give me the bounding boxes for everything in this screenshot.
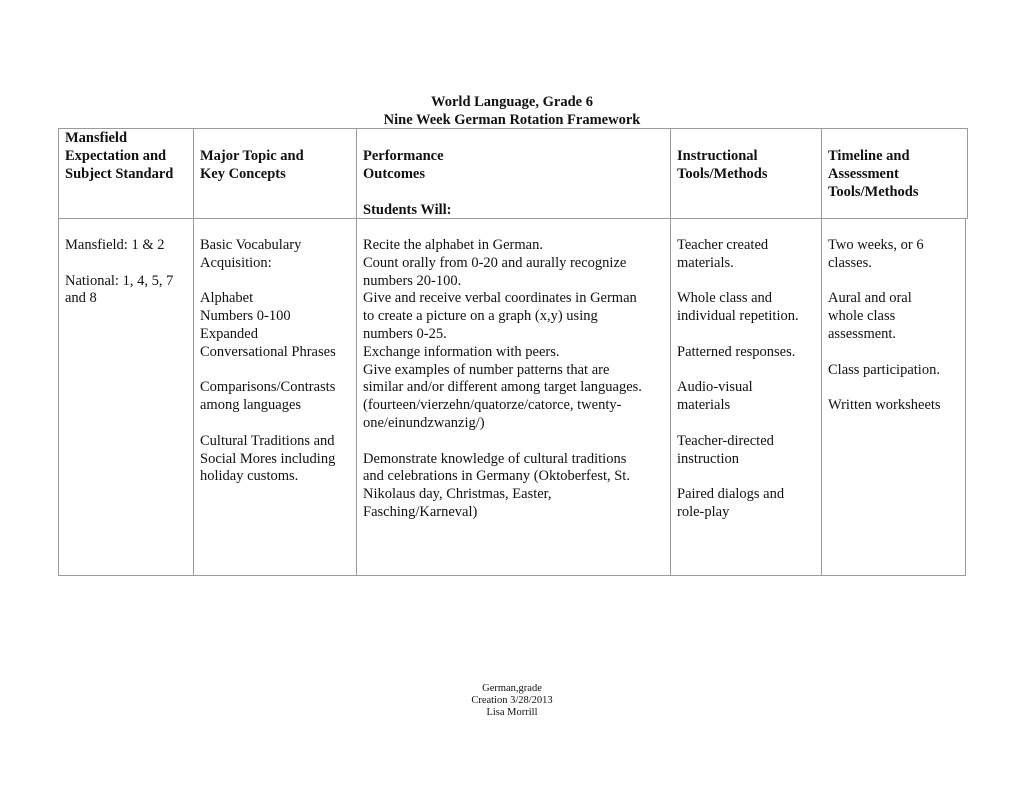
- cell-line: numbers 0-25.: [363, 325, 447, 342]
- header-divider: [58, 218, 967, 219]
- column-divider-3: [670, 128, 671, 576]
- cell-line: holiday customs.: [200, 468, 299, 485]
- topics-cell: [200, 237, 336, 486]
- cell-line: [677, 273, 799, 291]
- cell-line: Fasching/Karneval): [363, 503, 478, 520]
- cell-line: Nikolaus day, Christmas, Easter,: [363, 486, 552, 503]
- standards-cell: [65, 237, 173, 308]
- cell-line: [828, 273, 941, 291]
- cell-line: Cultural Traditions and: [200, 432, 335, 449]
- tools-cell: [677, 237, 799, 522]
- table-left-border: [58, 128, 59, 576]
- cell-line: Alphabet: [200, 290, 254, 307]
- cell-line: classes.: [828, 254, 872, 271]
- footer-author: Lisa Morrill: [486, 707, 538, 718]
- cell-line: assessment.: [828, 325, 897, 342]
- cell-line: whole class: [828, 308, 896, 325]
- cell-line: role-play: [677, 503, 730, 520]
- cell-line: Teacher created: [677, 237, 769, 253]
- cell-line: Whole class and: [677, 290, 773, 307]
- cell-line: Comparisons/Contrasts: [200, 379, 336, 396]
- header-instructional-tools: Instructional Tools/Methods: [677, 148, 768, 182]
- cell-line: [200, 362, 336, 380]
- table-right-border-body: [965, 218, 966, 576]
- document-subtitle: Nine Week German Rotation Framework: [383, 112, 641, 128]
- cell-line: [677, 326, 799, 344]
- cell-line: [65, 255, 173, 273]
- footer-file-name: German,grade: [482, 683, 542, 694]
- cell-line: Demonstrate knowledge of cultural traditions: [363, 450, 627, 467]
- cell-line: Conversational Phrases: [200, 343, 336, 360]
- cell-line: (fourteen/vierzehn/quatorze/catorce, twenty-: [363, 397, 622, 414]
- cell-line: [200, 415, 336, 433]
- cell-line: Paired dialogs and: [677, 486, 785, 503]
- column-divider-2: [356, 128, 357, 576]
- cell-line: individual repetition.: [677, 308, 799, 325]
- cell-line: [828, 344, 941, 362]
- cell-line: Acquisition:: [200, 254, 272, 271]
- cell-line: Give examples of number patterns that are: [363, 361, 610, 378]
- header-timeline-assessment: Timeline and Assessment Tools/Methods: [828, 148, 919, 200]
- cell-line: and 8: [65, 290, 97, 307]
- cell-line: Two weeks, or 6: [828, 237, 924, 253]
- table-right-border-header: [967, 128, 968, 219]
- cell-line: instruction: [677, 450, 740, 467]
- header-performance-outcomes: Performance Outcomes Students Will:: [363, 148, 452, 218]
- cell-line: among languages: [200, 397, 302, 414]
- cell-line: Teacher-directed: [677, 432, 774, 449]
- cell-line: materials: [677, 397, 731, 414]
- cell-line: [677, 415, 799, 433]
- table-bottom-border: [58, 575, 966, 576]
- cell-line: Social Mores including: [200, 450, 336, 467]
- document-title: World Language, Grade 6: [431, 94, 593, 110]
- header-major-topic: Major Topic and Key Concepts: [200, 148, 304, 182]
- cell-line: Audio-visual: [677, 379, 753, 396]
- cell-line: one/einundzwanzig/): [363, 414, 485, 431]
- cell-line: Basic Vocabulary: [200, 237, 302, 253]
- cell-line: Exchange information with peers.: [363, 343, 560, 360]
- cell-line: Aural and oral: [828, 290, 912, 307]
- cell-line: [200, 273, 336, 291]
- cell-line: materials.: [677, 254, 734, 271]
- cell-line: to create a picture on a graph (x,y) using: [363, 308, 598, 325]
- cell-line: [828, 379, 941, 397]
- column-divider-1: [193, 128, 194, 576]
- cell-line: and celebrations in Germany (Oktoberfest, St.: [363, 468, 630, 485]
- cell-line: [677, 362, 799, 380]
- cell-line: Written worksheets: [828, 397, 941, 414]
- cell-line: similar and/or different among target languages.: [363, 379, 642, 396]
- cell-line: Expanded: [200, 325, 258, 342]
- cell-line: Count orally from 0-20 and aurally recognize: [363, 254, 627, 271]
- assessment-cell: [828, 237, 941, 415]
- cell-line: Class participation.: [828, 361, 940, 378]
- cell-line: Numbers 0-100: [200, 308, 291, 325]
- footer-creation-date: Creation 3/28/2013: [471, 695, 553, 706]
- header-mansfield-standard: Mansfield Expectation and Subject Standard: [65, 130, 174, 182]
- cell-line: Patterned responses.: [677, 343, 796, 360]
- column-divider-4: [821, 128, 822, 576]
- cell-line: Mansfield: 1 & 2: [65, 237, 165, 253]
- cell-line: [677, 468, 799, 486]
- cell-line: numbers 20-100.: [363, 272, 462, 289]
- cell-line: [363, 433, 642, 451]
- cell-line: Give and receive verbal coordinates in German: [363, 290, 637, 307]
- cell-line: National: 1, 4, 5, 7: [65, 272, 174, 289]
- cell-line: Recite the alphabet in German.: [363, 237, 543, 253]
- outcomes-cell: [363, 237, 642, 522]
- table-top-border: [58, 128, 967, 129]
